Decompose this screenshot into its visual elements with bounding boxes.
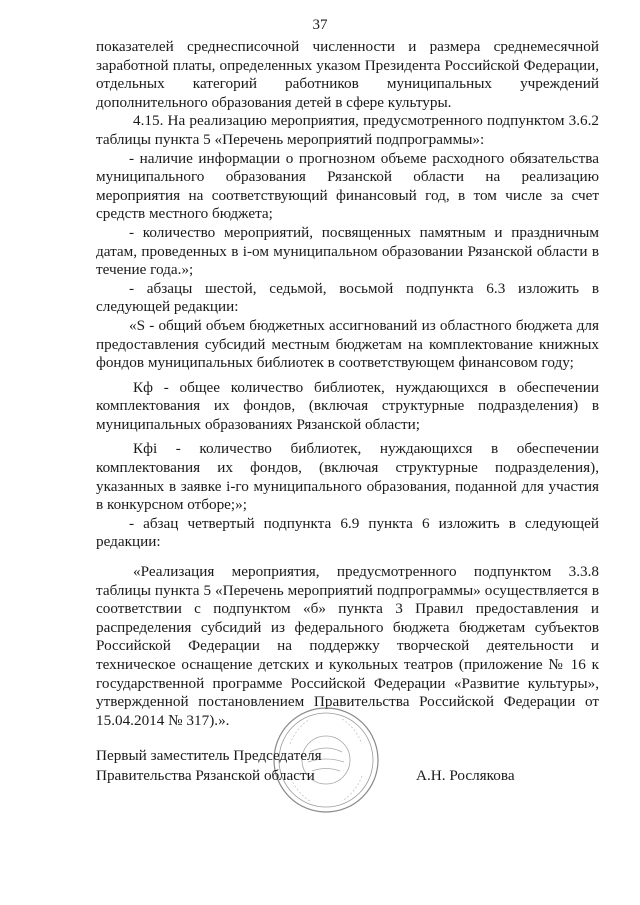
signatory-position <box>96 746 396 786</box>
document-body <box>96 38 599 730</box>
position-line-2: Правительства Рязанской области <box>96 767 315 784</box>
page-number: 37 <box>312 17 328 33</box>
paragraph-9: - абзац четвертый подпункта 6.9 пункта 6 изложить в следующей редакции: <box>96 514 599 551</box>
paragraph-3: - наличие информации о прогнозном объеме расходного обязательства муниципального образования Рязанской области на реализацию мероприятия на соответствующий финансовый год, в том числе за счет средств местного бюджета; <box>96 149 599 223</box>
paragraph-10: «Реализация мероприятия, предусмотренного подпунктом 3.3.8 таблицы пункта 5 «Перечень мероприятий подпрограммы» осуществляется в соответствии с подпунктом «б» пункта 3 Правил предоставления и распределения субсидий из федерального бюджета бюджетам субъектов Российской Федерации на поддержку творческой деятельности и техническое оснащение детских и кукольных театров (приложение № 16 к государственной программе Российской Федерации «Развитие культуры», утвержденной постановлением Правительства Российской Федерации от 15.04.2014 № 317).». <box>96 563 599 729</box>
signatory-name: А.Н. Рослякова <box>416 767 515 784</box>
paragraph-4: - количество мероприятий, посвященных памятным и праздничным датам, проведенных в i-ом муниципальном образовании Рязанской области в течение года.»; <box>96 223 599 279</box>
paragraph-6: «S - общий объем бюджетных ассигнований из областного бюджета для предоставления субсидий местным бюджетам на комплектование книжных фондов муниципальных библиотек в соответствующем финансовом году; <box>96 316 599 372</box>
position-line-1: Первый заместитель Председателя <box>96 747 322 764</box>
paragraph-1: показателей среднесписочной численности и размера среднемесячной заработной платы, определенных указом Президента Российской Федерации, отдельных категорий работников муниципальных учреждений дополнительного образования детей в сфере культуры. <box>96 38 599 111</box>
paragraph-2: 4.15. На реализацию мероприятия, предусмотренного подпунктом 3.6.2 таблицы пункта 5 «Перечень мероприятий подпрограммы»: <box>96 112 599 148</box>
paragraph-8: Кфi - количество библиотек, нуждающихся в обеспечении комплектования их фондов, (включая структурные подразделения), указанных в заявке i-го муниципального образования, поданной для участия в конкурсном отборе;»; <box>96 440 599 514</box>
paragraph-7: Кф - общее количество библиотек, нуждающихся в обеспечении комплектования их фондов, (включая структурные подразделения) в муниципальных образованиях Рязанской области; <box>96 378 599 433</box>
paragraph-5: - абзацы шестой, седьмой, восьмой подпункта 6.3 изложить в следующей редакции: <box>96 279 599 316</box>
